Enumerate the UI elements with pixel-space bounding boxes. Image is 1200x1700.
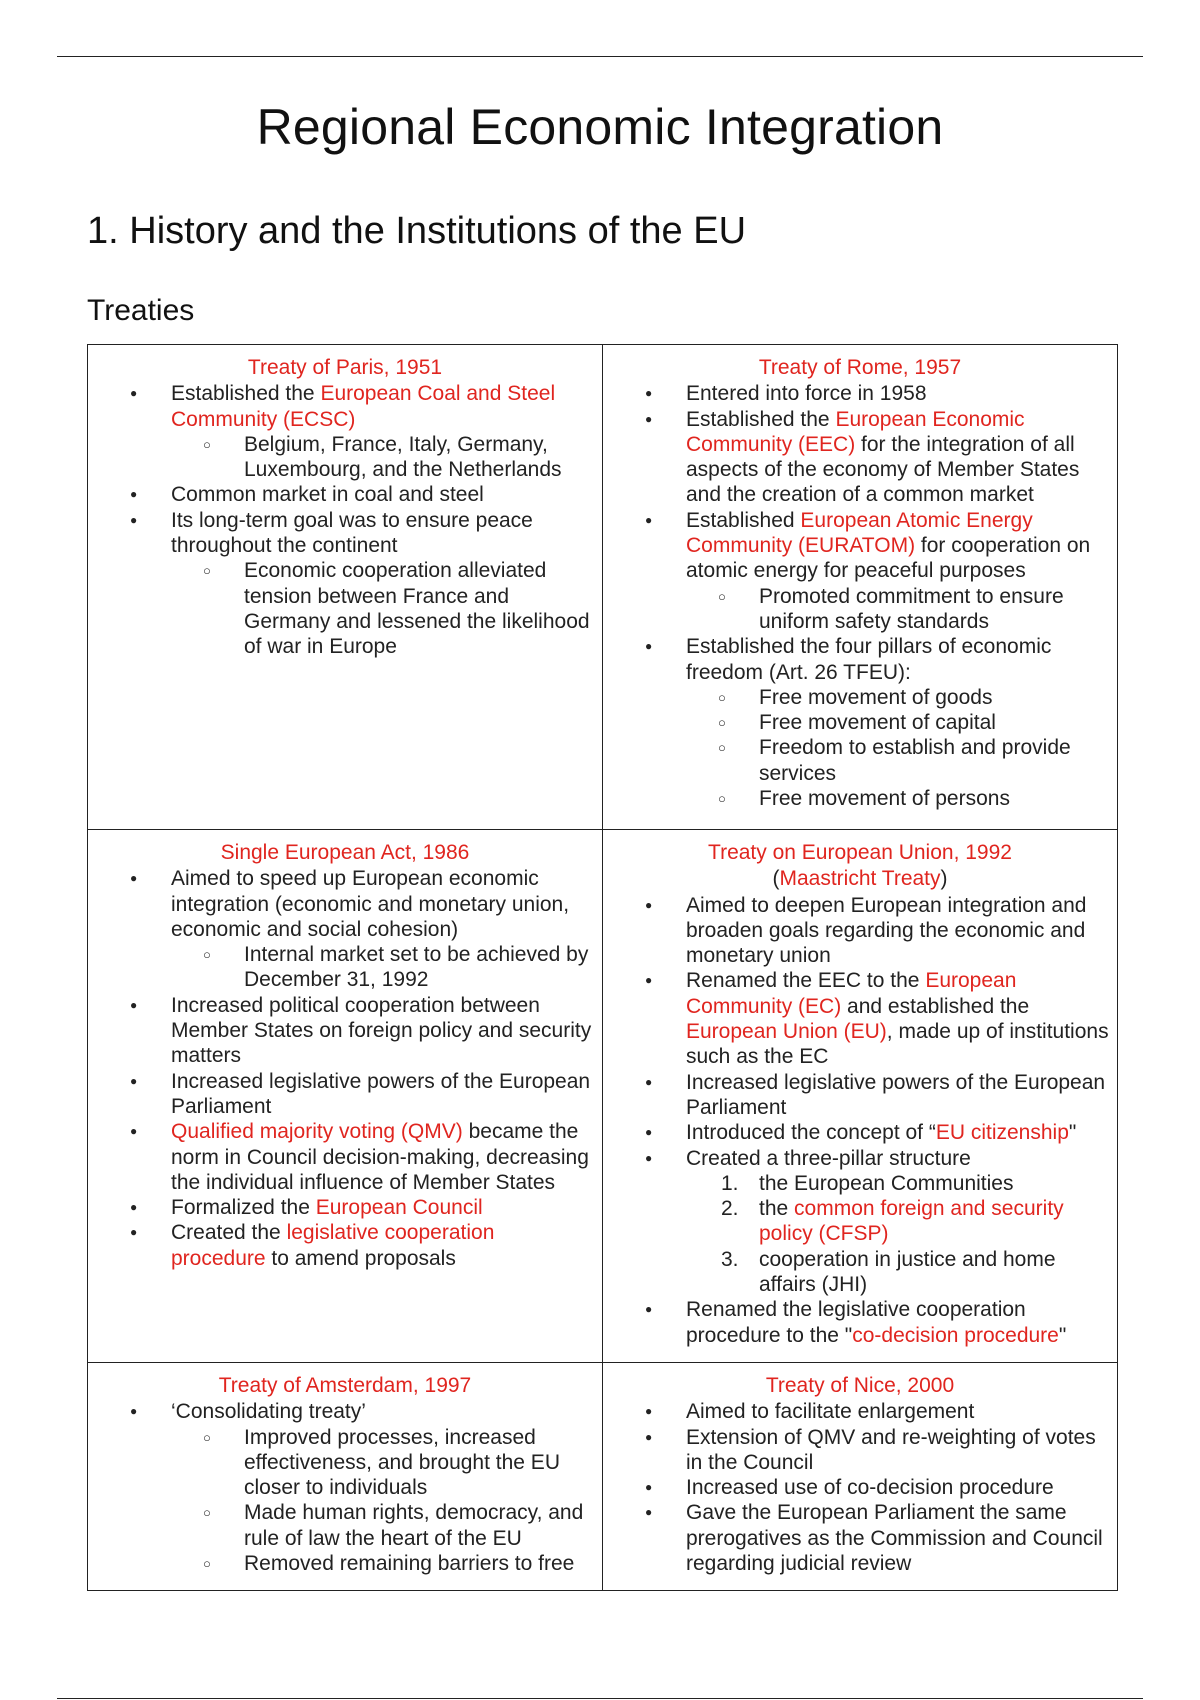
list-item: ● Established European Atomic Energy Community (EURATOM) for cooperation on atomic energy for peaceful purposes ○ Promoted commitment to ensure uniform safety standards xyxy=(686,508,1109,634)
list-item: 1. the European Communities xyxy=(721,1171,1014,1195)
list-item: ○ Belgium, France, Italy, Germany, Luxembourg, and the Netherlands xyxy=(244,432,594,483)
bottom-rule xyxy=(57,1698,1143,1699)
sub-bullet-list xyxy=(171,432,594,483)
list-item: ○ Free movement of persons xyxy=(759,786,1109,811)
list-item: ● ‘Consolidating treaty’ ○ Improved processes, increased effectiveness, and brought the EU closer to individuals ○ Made human rights, democracy, and rule of law the heart of the EU ○ Removed remaining barriers to free xyxy=(171,1399,594,1576)
cell-title: Treaty on European Union, 1992 xyxy=(708,841,1012,864)
cell-treaty-of-rome xyxy=(603,345,1118,830)
list-item: ● Created the legislative cooperation procedure to amend proposals xyxy=(171,1220,594,1271)
bullet-list xyxy=(611,381,1109,811)
list-item: ○ Free movement of goods xyxy=(759,685,1109,710)
list-item: ● Created a three-pillar structure 1. the European Communities 2. the common foreign and security policy (CFSP) 3. cooperation in justice and home affairs (JHI) xyxy=(686,1146,1109,1298)
list-item: ● Introduced the concept of “EU citizenship" xyxy=(686,1120,1109,1145)
list-item: ○ Free movement of capital xyxy=(759,710,1109,735)
list-item: ○ Improved processes, increased effectiveness, and brought the EU closer to individuals xyxy=(244,1425,594,1501)
list-item: ● Qualified majority voting (QMV) became the norm in Council decision-making, decreasing the individual influence of Member States xyxy=(171,1119,594,1195)
cell-title: Treaty of Paris, 1951 xyxy=(247,356,443,379)
list-item: ● Increased political cooperation between Member States on foreign policy and security matters xyxy=(171,993,594,1069)
list-item: ○ Economic cooperation alleviated tension between France and Germany and lessened the likelihood of war in Europe xyxy=(244,558,594,659)
list-item: ● Established the four pillars of economic freedom (Art. 26 TFEU): ○ Free movement of goods ○ Free movement of capital ○ Freedom to establish and provide services ○ Free movement of persons xyxy=(686,634,1109,811)
document-title: Regional Economic Integration xyxy=(256,99,944,155)
list-item: ● Common market in coal and steel xyxy=(171,482,594,507)
bullet-list xyxy=(611,893,1109,1348)
bullet-list xyxy=(96,1399,594,1576)
numbered-list xyxy=(686,1171,1109,1297)
list-item: ○ Freedom to establish and provide services xyxy=(759,735,1109,786)
bullet-list xyxy=(611,1399,1109,1576)
section-heading: 1. History and the Institutions of the EU xyxy=(87,210,747,252)
cell-treaty-of-amsterdam xyxy=(88,1363,603,1591)
list-item: ● Aimed to speed up European economic integration (economic and monetary union, economic and social cohesion) ○ Internal market set to be achieved by December 31, 1992 xyxy=(171,866,594,992)
list-item: 3. cooperation in justice and home affairs (JHI) xyxy=(721,1247,1056,1297)
list-item: ● Increased legislative powers of the European Parliament xyxy=(686,1070,1109,1121)
list-item: ● Aimed to facilitate enlargement xyxy=(686,1399,1109,1424)
cell-title: Treaty of Rome, 1957 xyxy=(758,356,962,379)
top-rule xyxy=(57,56,1143,57)
table-row xyxy=(88,1363,1118,1591)
subsection-heading: Treaties xyxy=(87,294,195,327)
list-item: 2. the common foreign and security policy (CFSP) xyxy=(721,1197,1064,1246)
cell-treaty-on-european-union xyxy=(603,830,1118,1363)
treaties-table xyxy=(87,344,1118,1591)
list-item: ● Renamed the EEC to the European Community (EC) and established the European Union (EU), made up of institutions such as the EC xyxy=(686,968,1109,1069)
list-item: ● Gave the European Parliament the same prerogatives as the Commission and Council regarding judicial review xyxy=(686,1500,1109,1576)
sub-bullet-list xyxy=(171,942,594,993)
list-item: ○ Internal market set to be achieved by December 31, 1992 xyxy=(244,942,594,993)
list-item: ○ Promoted commitment to ensure uniform safety standards xyxy=(759,584,1109,635)
bullet-list xyxy=(96,381,594,659)
cell-single-european-act xyxy=(88,830,603,1363)
sub-bullet-list xyxy=(686,685,1109,811)
sub-bullet-list xyxy=(686,584,1109,635)
list-item: ● Renamed the legislative cooperation procedure to the "co-decision procedure" xyxy=(686,1297,1109,1348)
cell-title: Single European Act, 1986 xyxy=(220,841,470,864)
list-item: ● Its long-term goal was to ensure peace throughout the continent ○ Economic cooperation alleviated tension between France and Germany and lessened the likelihood of war in Europe xyxy=(171,508,594,660)
table-row xyxy=(88,345,1118,830)
cell-treaty-of-paris xyxy=(88,345,603,830)
sub-bullet-list xyxy=(171,558,594,659)
list-item: ○ Removed remaining barriers to free xyxy=(244,1551,594,1576)
table-row xyxy=(88,830,1118,1363)
list-item: ● Established the European Coal and Steel Community (ECSC) ○ Belgium, France, Italy, Germany, Luxembourg, and the Netherlands xyxy=(171,381,594,482)
cell-treaty-of-nice xyxy=(603,1363,1118,1591)
list-item: ● Increased use of co-decision procedure xyxy=(686,1475,1109,1500)
cell-subtitle: (Maastricht Treaty) xyxy=(772,867,948,891)
cell-title: Treaty of Amsterdam, 1997 xyxy=(218,1374,472,1397)
bullet-list xyxy=(96,866,594,1271)
list-item: ● Aimed to deepen European integration and broaden goals regarding the economic and monetary union xyxy=(686,893,1109,969)
cell-title: Treaty of Nice, 2000 xyxy=(765,1374,955,1397)
sub-bullet-list xyxy=(171,1425,594,1577)
list-item: ● Extension of QMV and re-weighting of votes in the Council xyxy=(686,1425,1109,1476)
list-item: ● Entered into force in 1958 xyxy=(686,381,1109,406)
list-item: ● Increased legislative powers of the European Parliament xyxy=(171,1069,594,1120)
list-item: ● Formalized the European Council xyxy=(171,1195,594,1220)
list-item: ● Established the European Economic Community (EEC) for the integration of all aspects of the economy of Member States and the creation of a common market xyxy=(686,407,1109,508)
list-item: ○ Made human rights, democracy, and rule of law the heart of the EU xyxy=(244,1500,594,1551)
